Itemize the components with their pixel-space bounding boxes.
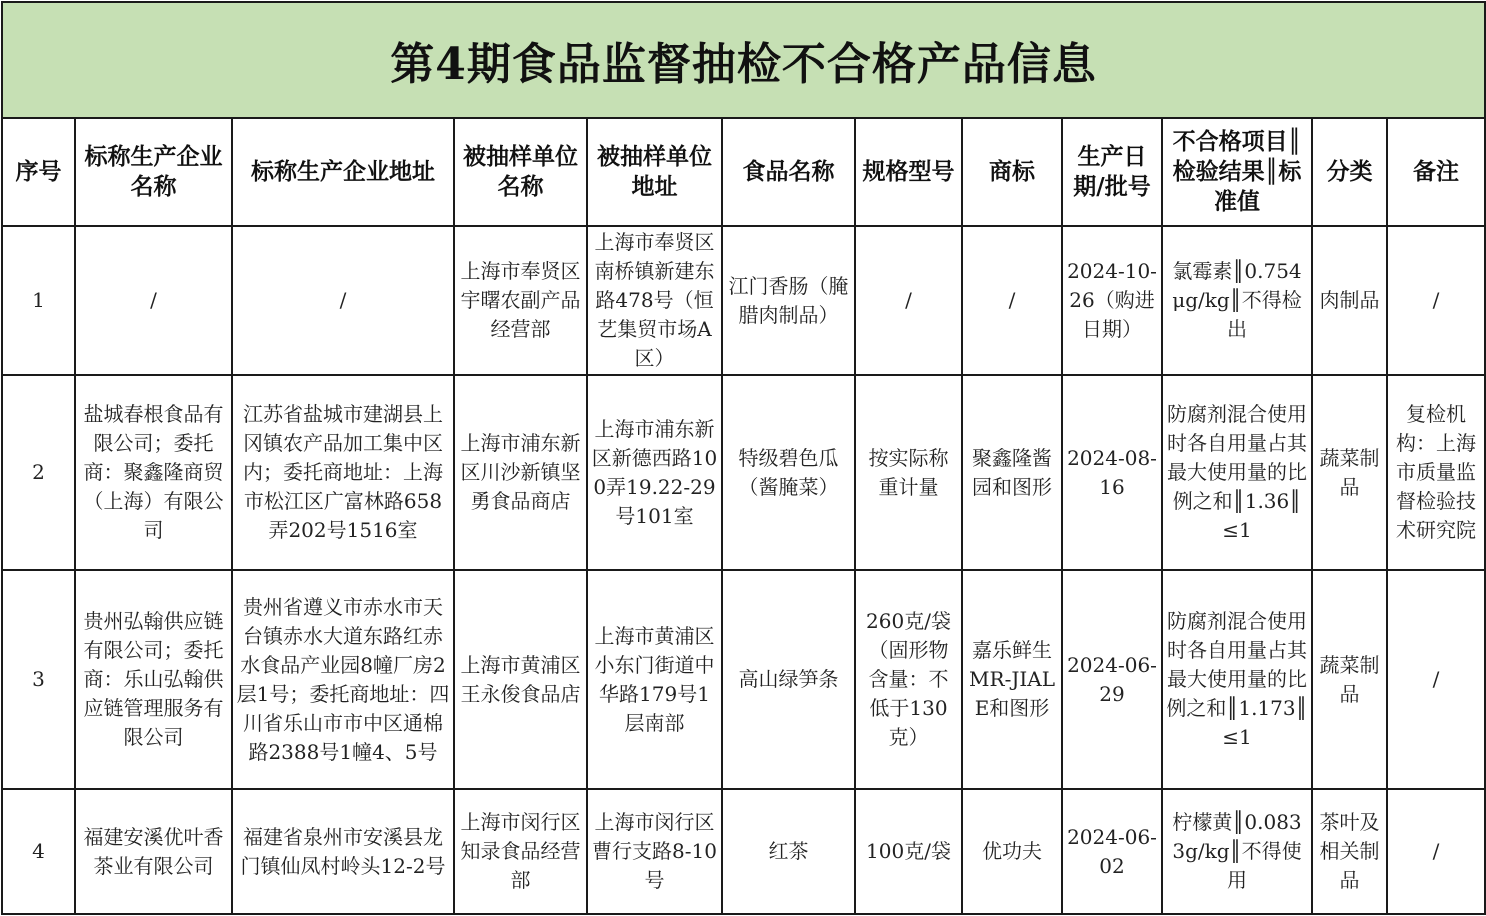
- cell-sampled-address[interactable]: 上海市闵行区曹行支路8-10号: [587, 789, 722, 914]
- cell-category[interactable]: 蔬菜制品: [1312, 375, 1387, 570]
- cell-sampled-address[interactable]: 上海市黄浦区小东门街道中华路179号1层南部: [587, 570, 722, 789]
- cell-remark[interactable]: /: [1387, 226, 1485, 375]
- cell-sampled-unit[interactable]: 上海市黄浦区王永俊食品店: [454, 570, 587, 789]
- header-cell-date[interactable]: 生产日期/批号: [1062, 118, 1162, 226]
- cell-sampled-unit[interactable]: 上海市奉贤区宇曙农副产品经营部: [454, 226, 587, 375]
- cell-remark[interactable]: 复检机构：上海市质量监督检验技术研究院: [1387, 375, 1485, 570]
- header-cell-producer-address[interactable]: 标称生产企业地址: [232, 118, 454, 226]
- table-row: [2, 570, 1485, 789]
- cell-spec[interactable]: 100克/袋: [855, 789, 962, 914]
- sheet-title[interactable]: 第4期食品监督抽检不合格产品信息: [2, 2, 1485, 118]
- cell-category[interactable]: 茶叶及相关制品: [1312, 789, 1387, 914]
- cell-remark[interactable]: /: [1387, 789, 1485, 914]
- cell-item[interactable]: 柠檬黄║0.0833g/kg║不得使用: [1162, 789, 1312, 914]
- unqualified-products-table: [1, 1, 1486, 915]
- cell-spec[interactable]: 260克/袋（固形物含量：不低于130克）: [855, 570, 962, 789]
- cell-no[interactable]: 4: [2, 789, 75, 914]
- cell-item[interactable]: 防腐剂混合使用时各自用量占其最大使用量的比例之和║1.173║≤1: [1162, 570, 1312, 789]
- cell-food[interactable]: 红茶: [722, 789, 855, 914]
- cell-brand[interactable]: 聚鑫隆酱园和图形: [962, 375, 1062, 570]
- cell-sampled-unit[interactable]: 上海市闵行区知录食品经营部: [454, 789, 587, 914]
- header-cell-no[interactable]: 序号: [2, 118, 75, 226]
- cell-producer-address[interactable]: /: [232, 226, 454, 375]
- header-cell-remark[interactable]: 备注: [1387, 118, 1485, 226]
- cell-brand[interactable]: 嘉乐鲜生MR-JIALE和图形: [962, 570, 1062, 789]
- header-cell-food[interactable]: 食品名称: [722, 118, 855, 226]
- header-cell-sampled-unit[interactable]: 被抽样单位名称: [454, 118, 587, 226]
- cell-producer-address[interactable]: 福建省泉州市安溪县龙门镇仙凤村岭头12-2号: [232, 789, 454, 914]
- cell-spec[interactable]: 按实际称重计量: [855, 375, 962, 570]
- cell-producer-address[interactable]: 江苏省盐城市建湖县上冈镇农产品加工集中区内；委托商地址：上海市松江区广富林路658弄202号1516室: [232, 375, 454, 570]
- cell-producer[interactable]: 盐城春根食品有限公司；委托商：聚鑫隆商贸（上海）有限公司: [75, 375, 232, 570]
- header-cell-producer[interactable]: 标称生产企业名称: [75, 118, 232, 226]
- header-cell-spec[interactable]: 规格型号: [855, 118, 962, 226]
- cell-item[interactable]: 氯霉素║0.754μg/kg║不得检出: [1162, 226, 1312, 375]
- cell-brand[interactable]: 优功夫: [962, 789, 1062, 914]
- cell-category[interactable]: 肉制品: [1312, 226, 1387, 375]
- table-row: [2, 226, 1485, 375]
- header-row: [2, 118, 1485, 226]
- cell-date[interactable]: 2024-10-26（购进日期）: [1062, 226, 1162, 375]
- header-cell-brand[interactable]: 商标: [962, 118, 1062, 226]
- cell-producer-address[interactable]: 贵州省遵义市赤水市天台镇赤水大道东路红赤水食品产业园8幢厂房2层1号；委托商地址：四川省乐山市市中区通棉路2388号1幢4、5号: [232, 570, 454, 789]
- cell-item[interactable]: 防腐剂混合使用时各自用量占其最大使用量的比例之和║1.36║≤1: [1162, 375, 1312, 570]
- cell-food[interactable]: 江门香肠（腌腊肉制品）: [722, 226, 855, 375]
- cell-no[interactable]: 2: [2, 375, 75, 570]
- cell-brand[interactable]: /: [962, 226, 1062, 375]
- cell-producer[interactable]: 福建安溪优叶香茶业有限公司: [75, 789, 232, 914]
- cell-sampled-unit[interactable]: 上海市浦东新区川沙新镇坚勇食品商店: [454, 375, 587, 570]
- cell-no[interactable]: 1: [2, 226, 75, 375]
- table-row: [2, 789, 1485, 914]
- cell-spec[interactable]: /: [855, 226, 962, 375]
- cell-sampled-address[interactable]: 上海市浦东新区新德西路100弄19.22-29号101室: [587, 375, 722, 570]
- cell-producer[interactable]: 贵州弘翰供应链有限公司；委托商：乐山弘翰供应链管理服务有限公司: [75, 570, 232, 789]
- header-cell-item[interactable]: 不合格项目║检验结果║标准值: [1162, 118, 1312, 226]
- cell-sampled-address[interactable]: 上海市奉贤区南桥镇新建东路478号（恒艺集贸市场A区）: [587, 226, 722, 375]
- header-cell-sampled-address[interactable]: 被抽样单位地址: [587, 118, 722, 226]
- cell-no[interactable]: 3: [2, 570, 75, 789]
- cell-date[interactable]: 2024-08-16: [1062, 375, 1162, 570]
- cell-producer[interactable]: /: [75, 226, 232, 375]
- cell-food[interactable]: 特级碧色瓜（酱腌菜）: [722, 375, 855, 570]
- header-cell-category[interactable]: 分类: [1312, 118, 1387, 226]
- cell-remark[interactable]: /: [1387, 570, 1485, 789]
- cell-category[interactable]: 蔬菜制品: [1312, 570, 1387, 789]
- cell-food[interactable]: 高山绿笋条: [722, 570, 855, 789]
- cell-date[interactable]: 2024-06-29: [1062, 570, 1162, 789]
- table-row: [2, 375, 1485, 570]
- cell-date[interactable]: 2024-06-02: [1062, 789, 1162, 914]
